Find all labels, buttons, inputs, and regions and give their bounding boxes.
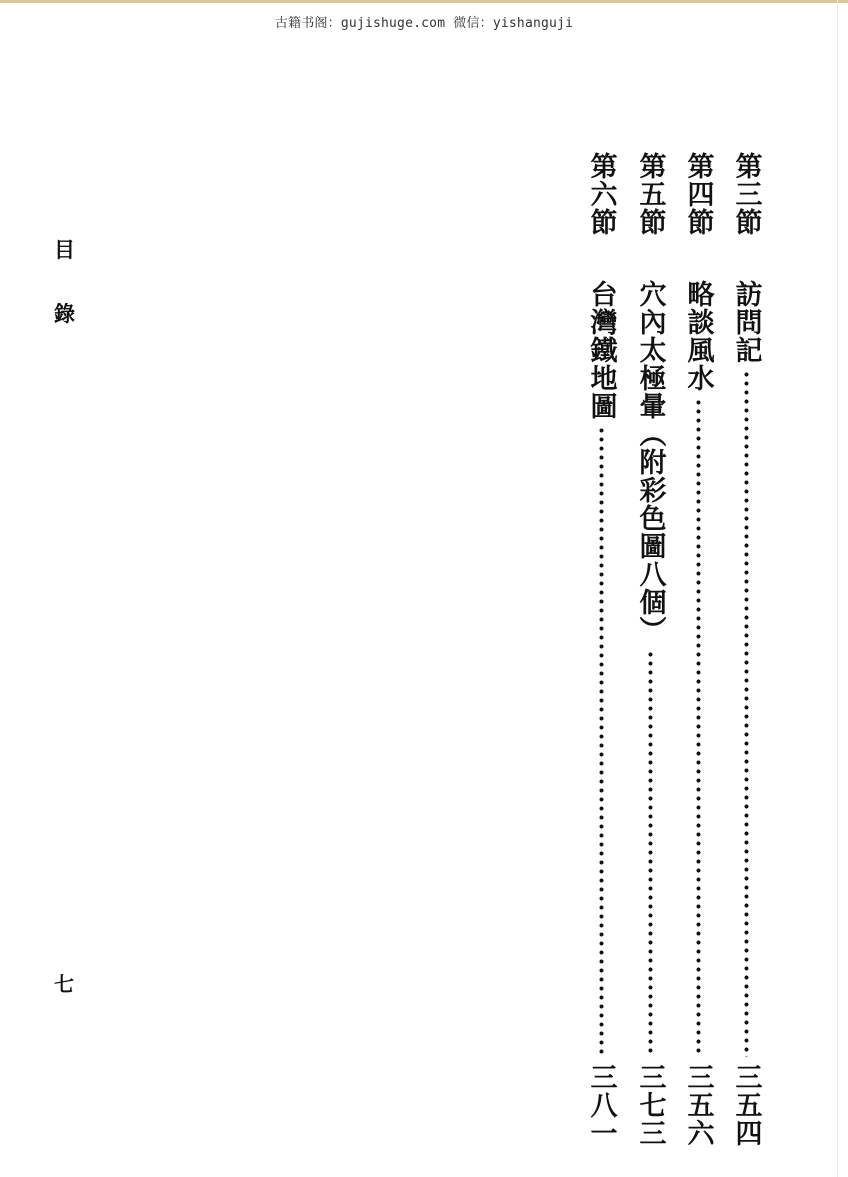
toc-entry-section-4 [680,152,716,1147]
toc-entry-section-5 [632,152,668,1147]
toc-entry-section-3 [728,152,764,1147]
toc-entry-section-6 [583,152,619,1147]
toc-page-number: 三八一 [585,1063,617,1147]
dot-leader [599,426,604,1057]
toc-section-label: 第四節 [682,152,714,236]
toc-section-label: 第六節 [585,152,617,236]
watermark: 古籍书阁：gujishuge.com 微信：yishanguji [274,16,574,31]
toc-title: 訪問記 [730,280,762,364]
toc-page-number: 三七三 [634,1063,666,1147]
toc-title: 台灣鐵地圖 [585,280,617,420]
dot-leader [648,650,653,1057]
right-border [837,0,838,1177]
header-label-mu: 目 [54,238,75,262]
toc-title: 略談風水 [682,280,714,392]
top-border [0,0,848,3]
toc-section-label: 第五節 [634,152,666,236]
toc-title: 穴內太極暈（附彩色圖八個） [634,280,666,644]
header-label-lu: 錄 [54,302,75,326]
toc-section-label: 第三節 [730,152,762,236]
page-number: 七 [54,972,74,996]
dot-leader [744,370,749,1057]
toc-page-number: 三五四 [730,1063,762,1147]
dot-leader [696,398,701,1057]
toc-page-number: 三五六 [682,1063,714,1147]
